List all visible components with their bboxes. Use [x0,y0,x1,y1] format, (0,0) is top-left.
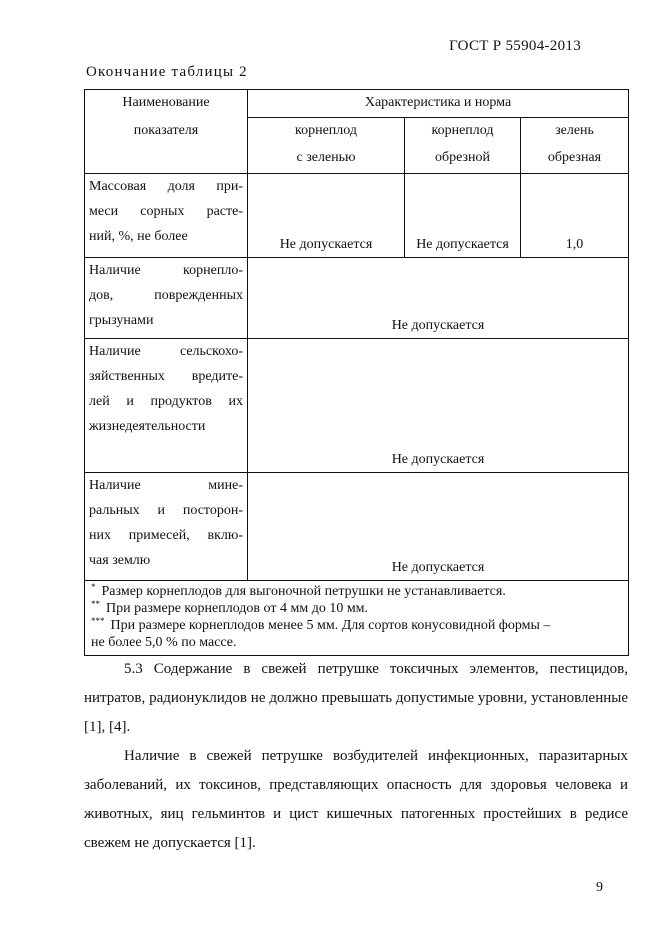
table-caption: Окончание таблицы 2 [86,64,248,80]
header-characteristic-group: Характеристика и норма [248,90,629,118]
cell-value: Не допускается [248,174,405,258]
table-row [85,258,629,339]
spec-table [84,89,629,656]
header-indicator-name: Наименование показателя [85,90,248,174]
header-greens-trimmed: зелень обрезная [521,118,629,174]
cell-merged-value: Не допускается [248,258,629,339]
row-name-weeds: Массовая доля при- меси сорных расте- ний, %, не более [85,174,248,258]
cell-value: Не допускается [405,174,521,258]
row-name-pests: Наличие сельскохо- зяйственных вредите- лей и продуктов их жизнедеятельности [85,339,248,473]
page-number: 9 [596,880,603,895]
row-name-impurities: Наличие мине- ральных и посторон- них примесей, вклю- чая землю [85,473,248,581]
paragraph-pathogens: Наличие в свежей петрушке возбудителей инфекционных, паразитарных заболеваний, их токсинов, представляющих опасность для здоровья человека и животных, яиц гельминтов и цист кишечных патогенных простейших в редисе свежем не допускается [1]. [84,748,628,851]
document-code: ГОСТ Р 55904-2013 [449,38,581,54]
cell-value: 1,0 [521,174,629,258]
header-root-trimmed: корнеплод обрезной [405,118,521,174]
footnote: ** При размере корнеплодов от 4 мм до 10 мм. [91,599,369,616]
row-name-rodents: Наличие корнепло- дов, поврежденных грызунами [85,258,248,339]
table-row [85,473,629,581]
paragraph-5-3: 5.3 Содержание в свежей петрушке токсичных элементов, пестицидов, нитратов, радионуклидов не должно превышать допустимые уровни, установленные [1], [4]. [84,661,628,735]
footnote: * Размер корнеплодов для выгоночной петрушки не устанавливается. [91,582,506,599]
table-row [85,174,629,258]
cell-merged-value: Не допускается [248,473,629,581]
footnote-continuation: не более 5,0 % по массе. [91,635,237,650]
body-text [84,655,628,858]
footnote: *** При размере корнеплодов менее 5 мм. Для сортов конусовидной формы – [91,616,551,633]
table-footnotes [85,581,629,656]
footnotes-cell [85,581,629,656]
header-root-with-greens: корнеплод с зеленью [248,118,405,174]
cell-merged-value: Не допускается [248,339,629,473]
table-row [85,339,629,473]
